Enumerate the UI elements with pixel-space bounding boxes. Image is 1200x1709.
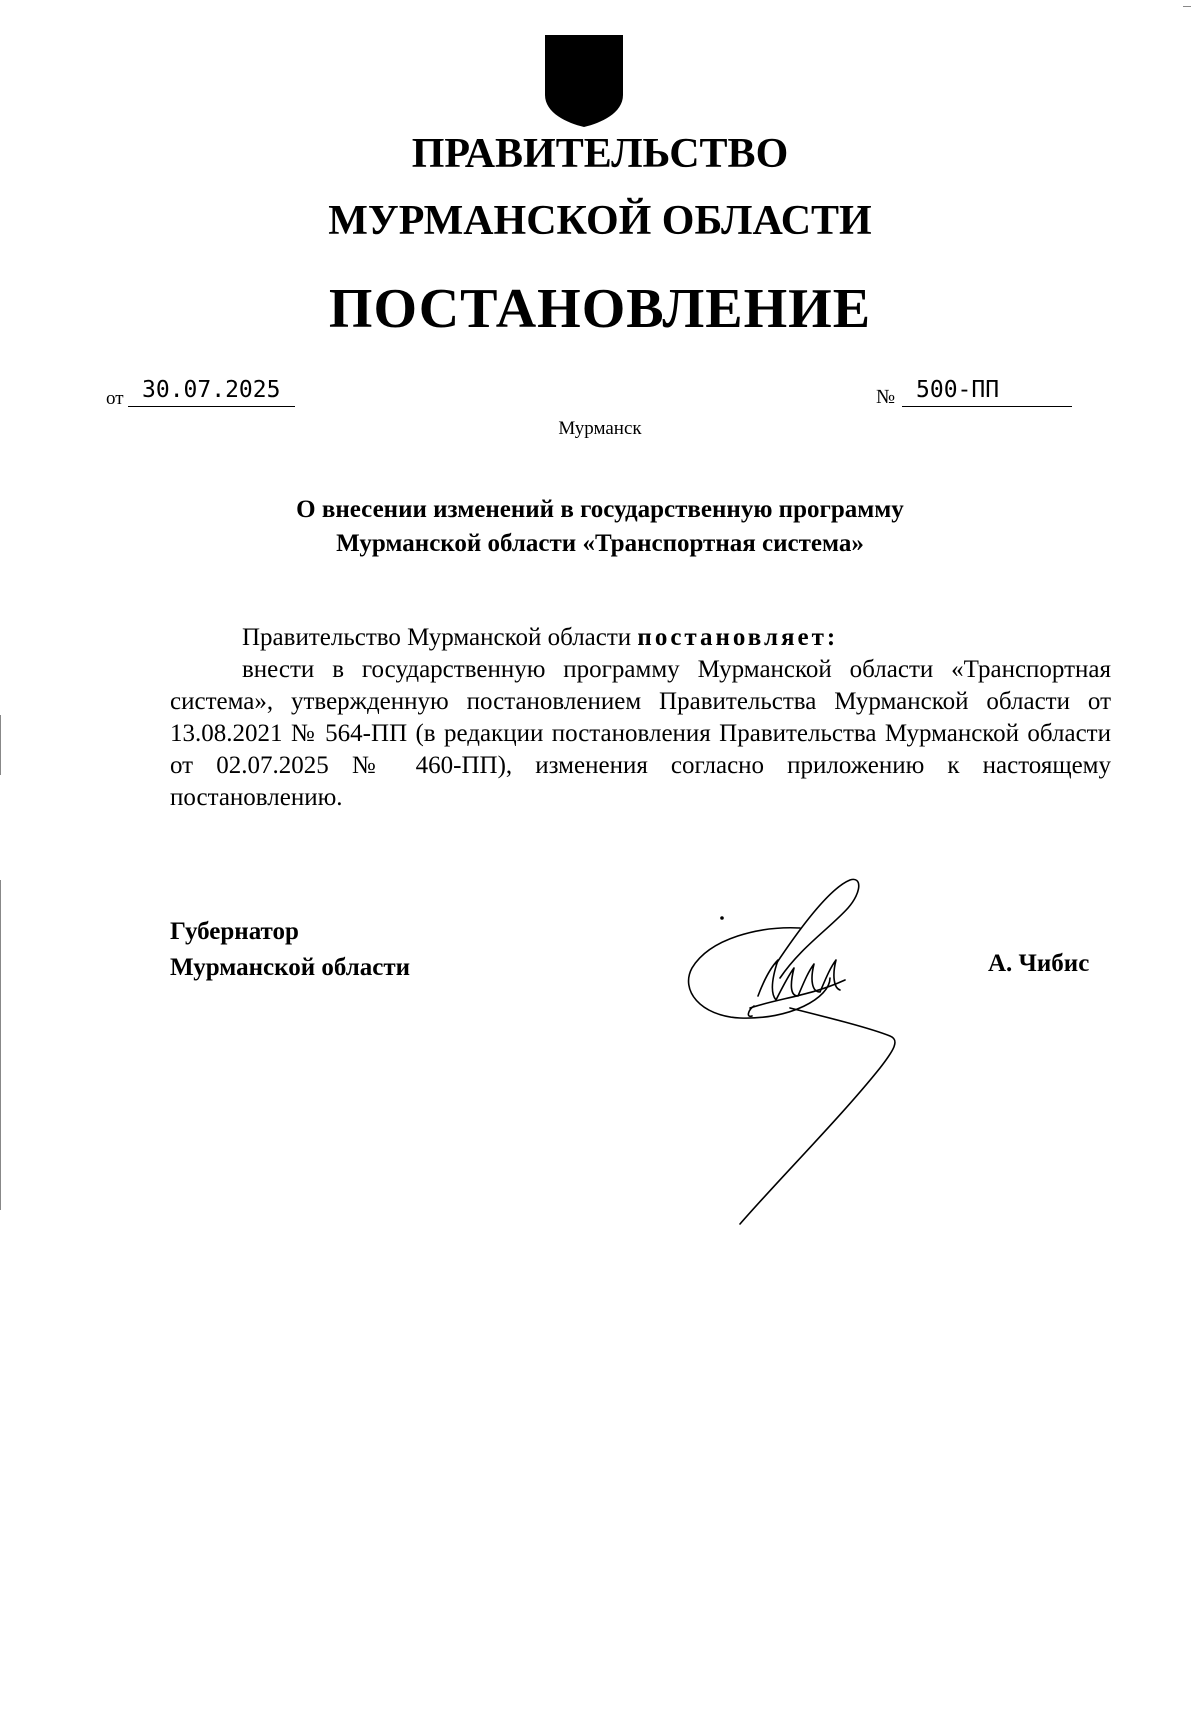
organization-name-line1: ПРАВИТЕЛЬСТВО <box>411 131 789 177</box>
intro-paragraph <box>170 622 1111 654</box>
signatory-name: А. Чибис <box>988 950 1090 977</box>
signatory-title-line2: Мурманской области <box>170 954 411 981</box>
handwritten-signature-icon <box>680 868 950 1228</box>
scan-edge-mark <box>0 880 1 1210</box>
signatory-title-line1: Губернатор <box>170 918 299 945</box>
organization-name-line2: МУРМАНСКОЙ ОБЛАСТИ <box>328 198 872 244</box>
number-value: 500-ПП <box>902 375 1072 407</box>
date-value: 30.07.2025 <box>128 375 295 407</box>
main-paragraph: внести в государственную программу Мурманской области «Транспортная система», утвержденную постановлением Правительства Мурманской области от 13.08.2021 № 564-ПП (в редакции постановления Правительства Мурманской области от 02.07.2025 № 460-ПП), изменения согласно приложению к настоящему постановлению. <box>170 656 1111 811</box>
resolution-keyword: постановляет: <box>637 624 839 651</box>
scan-edge-mark <box>0 715 1 775</box>
city-name: Мурманск <box>558 418 642 439</box>
intro-text: Правительство Мурманской области <box>242 624 638 651</box>
document-type-title: ПОСТАНОВЛЕНИЕ <box>328 278 872 340</box>
signatory-title <box>170 914 410 986</box>
subject-line2: Мурманской области «Транспортная система» <box>336 530 864 557</box>
document-body <box>170 622 1111 814</box>
date-label: от <box>106 388 124 409</box>
number-label: № <box>876 386 896 408</box>
coat-of-arms-emblem-icon <box>543 33 625 128</box>
scan-edge-mark <box>1183 6 1191 7</box>
document-subject <box>0 493 1200 561</box>
subject-line1: О внесении изменений в государственную программу <box>296 496 904 523</box>
